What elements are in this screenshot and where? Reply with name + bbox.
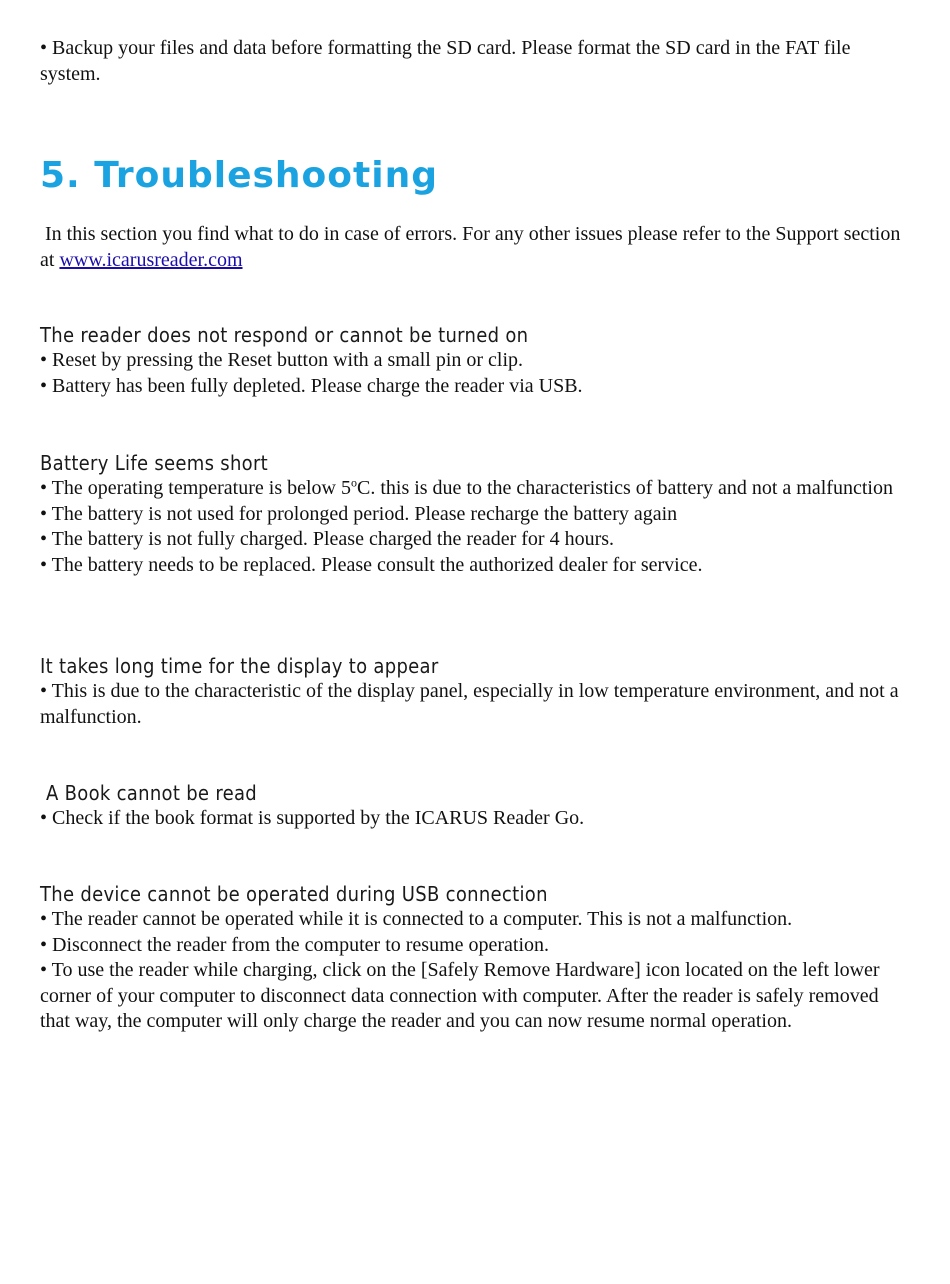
list-item: • This is due to the characteristic of the display panel, especially in low temperature environment, and not a malfunction. <box>40 680 899 728</box>
list-item-temperature <box>40 476 908 502</box>
section-battery-life <box>40 450 908 578</box>
section-heading: The device cannot be operated during USB connection <box>40 882 548 906</box>
temp-text: • The operating temperature is below 5 <box>40 477 351 499</box>
section-heading: A Book cannot be read <box>46 781 257 805</box>
document-page <box>40 36 908 1032</box>
section-no-response <box>40 322 908 399</box>
list-item: • The battery is not used for prolonged period. Please recharge the battery again <box>40 502 678 525</box>
sd-card-note: • Backup your files and data before formatting the SD card. Please format the SD card in the FAT file system. <box>40 37 851 85</box>
section-display-slow <box>40 653 908 730</box>
section-title: 5. Troubleshooting <box>40 155 438 196</box>
list-item: • Reset by pressing the Reset button with a small pin or clip. <box>40 349 524 371</box>
section-usb-connection <box>40 881 908 1035</box>
temp-rest: C. this is due to the characteristics of battery and not a malfunction <box>356 477 893 499</box>
list-item: • Battery has been fully depleted. Please charge the reader via USB. <box>40 374 583 397</box>
section-heading: Battery Life seems short <box>40 451 269 475</box>
list-item: • The reader cannot be operated while it is connected to a computer. This is not a malfunction. <box>40 908 793 930</box>
list-item: • The battery is not fully charged. Please charged the reader for 4 hours. <box>40 528 615 550</box>
degree-superscript: o <box>350 475 357 490</box>
list-item: • Disconnect the reader from the computer to resume operation. <box>40 933 550 956</box>
section-book-unreadable <box>40 780 908 832</box>
intro-text: In this section you find what to do in case of errors. For any other issues please refer to the Support section at <box>40 223 901 271</box>
section-heading: It takes long time for the display to appear <box>40 654 439 678</box>
list-item: • Check if the book format is supported by the ICARUS Reader Go. <box>40 807 585 829</box>
support-link[interactable]: www.icarusreader.com <box>59 248 243 271</box>
intro-paragraph <box>40 222 908 273</box>
list-item: • The battery needs to be replaced. Please consult the authorized dealer for service. <box>40 553 703 576</box>
list-item: • To use the reader while charging, click on the [Safely Remove Hardware] icon located on the left lower corner of your computer to disconnect data connection with computer. After the reader is safely removed that way, the computer will only charge the reader and you can now resume normal operation. <box>40 959 880 1032</box>
section-heading: The reader does not respond or cannot be turned on <box>40 323 529 347</box>
